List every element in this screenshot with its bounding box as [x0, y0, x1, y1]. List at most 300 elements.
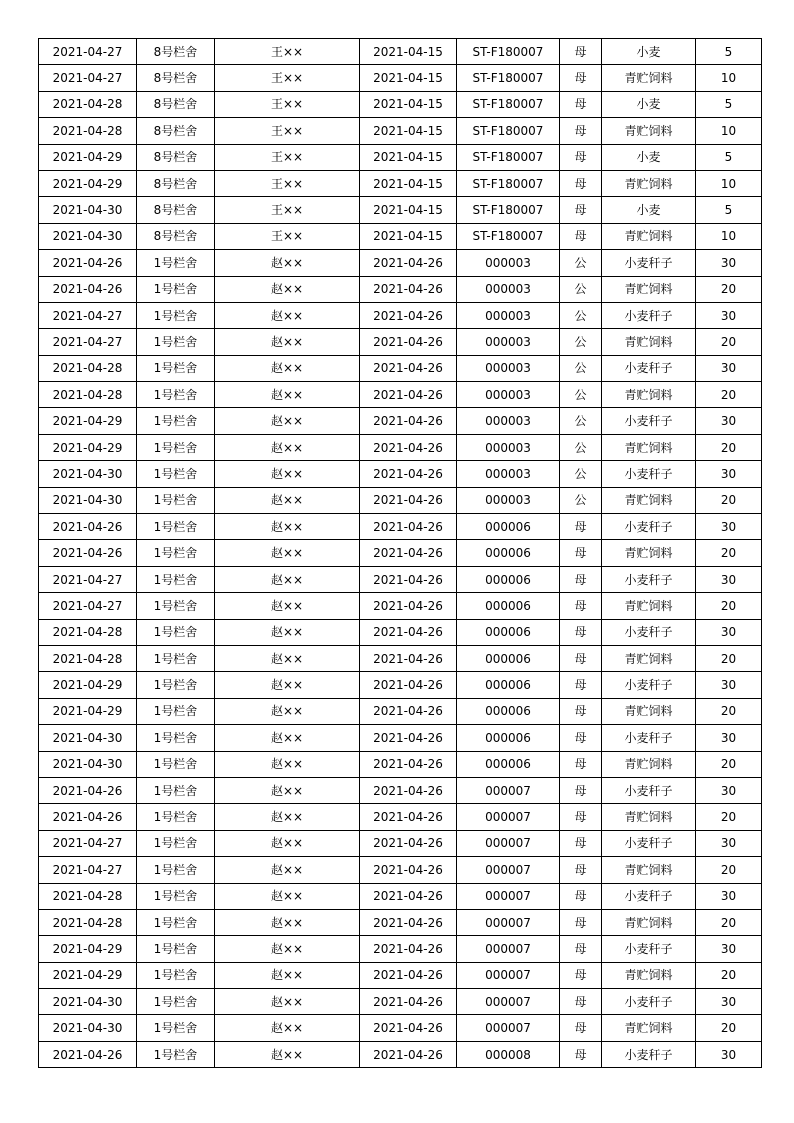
feed-date-cell: 2021-04-26 — [39, 804, 137, 830]
pen-cell: 1号栏舍 — [137, 461, 215, 487]
pen-cell: 1号栏舍 — [137, 777, 215, 803]
pen-cell: 1号栏舍 — [137, 355, 215, 381]
pen-cell: 8号栏舍 — [137, 144, 215, 170]
keeper-cell: 赵×× — [215, 329, 360, 355]
table-row — [39, 461, 762, 487]
entry-date-cell: 2021-04-26 — [360, 329, 457, 355]
sex-cell: 母 — [560, 883, 602, 909]
pen-cell: 8号栏舍 — [137, 197, 215, 223]
feed-record-table — [38, 38, 762, 1068]
sex-cell: 母 — [560, 909, 602, 935]
amount-cell: 30 — [696, 514, 762, 540]
entry-date-cell: 2021-04-26 — [360, 909, 457, 935]
table-row — [39, 989, 762, 1015]
pen-cell: 1号栏舍 — [137, 725, 215, 751]
table-row — [39, 144, 762, 170]
animal-id-cell: 000006 — [457, 698, 560, 724]
feed-record-body — [39, 39, 762, 1068]
keeper-cell: 赵×× — [215, 619, 360, 645]
sex-cell: 母 — [560, 725, 602, 751]
entry-date-cell: 2021-04-26 — [360, 777, 457, 803]
feed-date-cell: 2021-04-26 — [39, 777, 137, 803]
feed-type-cell: 青贮饲料 — [602, 329, 696, 355]
pen-cell: 1号栏舍 — [137, 514, 215, 540]
pen-cell: 1号栏舍 — [137, 302, 215, 328]
feed-date-cell: 2021-04-30 — [39, 725, 137, 751]
table-row — [39, 936, 762, 962]
table-row — [39, 329, 762, 355]
animal-id-cell: ST-F180007 — [457, 65, 560, 91]
keeper-cell: 王×× — [215, 170, 360, 196]
entry-date-cell: 2021-04-15 — [360, 144, 457, 170]
amount-cell: 20 — [696, 909, 762, 935]
animal-id-cell: ST-F180007 — [457, 91, 560, 117]
keeper-cell: 赵×× — [215, 725, 360, 751]
pen-cell: 1号栏舍 — [137, 962, 215, 988]
entry-date-cell: 2021-04-15 — [360, 91, 457, 117]
keeper-cell: 赵×× — [215, 302, 360, 328]
keeper-cell: 赵×× — [215, 276, 360, 302]
keeper-cell: 赵×× — [215, 857, 360, 883]
pen-cell: 8号栏舍 — [137, 118, 215, 144]
feed-type-cell: 小麦秆子 — [602, 461, 696, 487]
feed-type-cell: 小麦秆子 — [602, 830, 696, 856]
feed-type-cell: 小麦 — [602, 197, 696, 223]
keeper-cell: 王×× — [215, 197, 360, 223]
feed-date-cell: 2021-04-26 — [39, 514, 137, 540]
feed-type-cell: 青贮饲料 — [602, 118, 696, 144]
animal-id-cell: 000007 — [457, 883, 560, 909]
pen-cell: 1号栏舍 — [137, 989, 215, 1015]
sex-cell: 公 — [560, 434, 602, 460]
entry-date-cell: 2021-04-26 — [360, 487, 457, 513]
animal-id-cell: 000003 — [457, 329, 560, 355]
table-row — [39, 434, 762, 460]
feed-date-cell: 2021-04-30 — [39, 197, 137, 223]
table-row — [39, 672, 762, 698]
amount-cell: 30 — [696, 777, 762, 803]
entry-date-cell: 2021-04-26 — [360, 883, 457, 909]
animal-id-cell: 000006 — [457, 619, 560, 645]
keeper-cell: 王×× — [215, 91, 360, 117]
animal-id-cell: 000003 — [457, 382, 560, 408]
sex-cell: 母 — [560, 170, 602, 196]
keeper-cell: 赵×× — [215, 566, 360, 592]
amount-cell: 10 — [696, 223, 762, 249]
animal-id-cell: 000006 — [457, 514, 560, 540]
feed-type-cell: 青贮饲料 — [602, 382, 696, 408]
pen-cell: 1号栏舍 — [137, 329, 215, 355]
amount-cell: 30 — [696, 830, 762, 856]
pen-cell: 1号栏舍 — [137, 619, 215, 645]
table-row — [39, 962, 762, 988]
table-row — [39, 857, 762, 883]
table-row — [39, 91, 762, 117]
feed-type-cell: 小麦秆子 — [602, 514, 696, 540]
feed-date-cell: 2021-04-27 — [39, 39, 137, 65]
entry-date-cell: 2021-04-15 — [360, 118, 457, 144]
keeper-cell: 赵×× — [215, 1015, 360, 1041]
amount-cell: 30 — [696, 355, 762, 381]
keeper-cell: 赵×× — [215, 382, 360, 408]
keeper-cell: 赵×× — [215, 645, 360, 671]
animal-id-cell: 000006 — [457, 566, 560, 592]
feed-date-cell: 2021-04-30 — [39, 1015, 137, 1041]
sex-cell: 公 — [560, 329, 602, 355]
animal-id-cell: 000006 — [457, 751, 560, 777]
feed-date-cell: 2021-04-30 — [39, 223, 137, 249]
keeper-cell: 王×× — [215, 223, 360, 249]
entry-date-cell: 2021-04-26 — [360, 619, 457, 645]
amount-cell: 20 — [696, 434, 762, 460]
animal-id-cell: 000003 — [457, 487, 560, 513]
feed-date-cell: 2021-04-28 — [39, 645, 137, 671]
animal-id-cell: 000007 — [457, 1015, 560, 1041]
pen-cell: 1号栏舍 — [137, 250, 215, 276]
feed-date-cell: 2021-04-26 — [39, 1041, 137, 1067]
feed-type-cell: 青贮饲料 — [602, 751, 696, 777]
keeper-cell: 赵×× — [215, 672, 360, 698]
pen-cell: 1号栏舍 — [137, 434, 215, 460]
entry-date-cell: 2021-04-26 — [360, 698, 457, 724]
feed-type-cell: 小麦秆子 — [602, 355, 696, 381]
amount-cell: 5 — [696, 39, 762, 65]
animal-id-cell: 000007 — [457, 962, 560, 988]
entry-date-cell: 2021-04-26 — [360, 857, 457, 883]
amount-cell: 20 — [696, 857, 762, 883]
entry-date-cell: 2021-04-15 — [360, 197, 457, 223]
sex-cell: 公 — [560, 408, 602, 434]
animal-id-cell: 000003 — [457, 408, 560, 434]
table-row — [39, 197, 762, 223]
animal-id-cell: ST-F180007 — [457, 118, 560, 144]
feed-type-cell: 青贮饲料 — [602, 962, 696, 988]
feed-type-cell: 青贮饲料 — [602, 434, 696, 460]
feed-date-cell: 2021-04-29 — [39, 698, 137, 724]
amount-cell: 20 — [696, 540, 762, 566]
keeper-cell: 赵×× — [215, 461, 360, 487]
sex-cell: 母 — [560, 777, 602, 803]
animal-id-cell: 000007 — [457, 936, 560, 962]
feed-type-cell: 青贮饲料 — [602, 487, 696, 513]
amount-cell: 5 — [696, 144, 762, 170]
table-row — [39, 302, 762, 328]
amount-cell: 30 — [696, 883, 762, 909]
amount-cell: 30 — [696, 250, 762, 276]
feed-date-cell: 2021-04-27 — [39, 65, 137, 91]
entry-date-cell: 2021-04-26 — [360, 804, 457, 830]
sex-cell: 母 — [560, 144, 602, 170]
entry-date-cell: 2021-04-15 — [360, 170, 457, 196]
animal-id-cell: 000007 — [457, 857, 560, 883]
feed-date-cell: 2021-04-26 — [39, 276, 137, 302]
entry-date-cell: 2021-04-26 — [360, 276, 457, 302]
amount-cell: 5 — [696, 91, 762, 117]
feed-type-cell: 小麦 — [602, 39, 696, 65]
feed-date-cell: 2021-04-28 — [39, 883, 137, 909]
animal-id-cell: 000007 — [457, 830, 560, 856]
feed-type-cell: 小麦秆子 — [602, 777, 696, 803]
pen-cell: 1号栏舍 — [137, 672, 215, 698]
sex-cell: 母 — [560, 118, 602, 144]
entry-date-cell: 2021-04-26 — [360, 382, 457, 408]
pen-cell: 1号栏舍 — [137, 593, 215, 619]
feed-date-cell: 2021-04-30 — [39, 989, 137, 1015]
feed-date-cell: 2021-04-30 — [39, 751, 137, 777]
animal-id-cell: 000007 — [457, 909, 560, 935]
pen-cell: 1号栏舍 — [137, 751, 215, 777]
table-row — [39, 566, 762, 592]
keeper-cell: 赵×× — [215, 593, 360, 619]
sex-cell: 母 — [560, 1041, 602, 1067]
animal-id-cell: 000007 — [457, 989, 560, 1015]
sex-cell: 母 — [560, 566, 602, 592]
amount-cell: 20 — [696, 804, 762, 830]
entry-date-cell: 2021-04-26 — [360, 566, 457, 592]
keeper-cell: 赵×× — [215, 434, 360, 460]
sex-cell: 母 — [560, 39, 602, 65]
entry-date-cell: 2021-04-26 — [360, 593, 457, 619]
amount-cell: 10 — [696, 170, 762, 196]
feed-type-cell: 小麦秆子 — [602, 672, 696, 698]
sex-cell: 母 — [560, 672, 602, 698]
pen-cell: 1号栏舍 — [137, 1041, 215, 1067]
pen-cell: 8号栏舍 — [137, 39, 215, 65]
amount-cell: 20 — [696, 698, 762, 724]
animal-id-cell: ST-F180007 — [457, 223, 560, 249]
amount-cell: 10 — [696, 65, 762, 91]
sex-cell: 母 — [560, 645, 602, 671]
feed-type-cell: 小麦秆子 — [602, 989, 696, 1015]
table-row — [39, 619, 762, 645]
table-row — [39, 804, 762, 830]
entry-date-cell: 2021-04-15 — [360, 39, 457, 65]
entry-date-cell: 2021-04-26 — [360, 408, 457, 434]
feed-date-cell: 2021-04-30 — [39, 461, 137, 487]
pen-cell: 8号栏舍 — [137, 223, 215, 249]
keeper-cell: 赵×× — [215, 962, 360, 988]
animal-id-cell: 000003 — [457, 276, 560, 302]
table-row — [39, 698, 762, 724]
feed-date-cell: 2021-04-26 — [39, 250, 137, 276]
entry-date-cell: 2021-04-26 — [360, 645, 457, 671]
keeper-cell: 赵×× — [215, 989, 360, 1015]
feed-date-cell: 2021-04-26 — [39, 540, 137, 566]
entry-date-cell: 2021-04-26 — [360, 540, 457, 566]
entry-date-cell: 2021-04-26 — [360, 751, 457, 777]
table-row — [39, 170, 762, 196]
keeper-cell: 赵×× — [215, 936, 360, 962]
feed-type-cell: 青贮饲料 — [602, 1015, 696, 1041]
feed-date-cell: 2021-04-27 — [39, 302, 137, 328]
sex-cell: 母 — [560, 698, 602, 724]
pen-cell: 8号栏舍 — [137, 91, 215, 117]
amount-cell: 30 — [696, 566, 762, 592]
table-row — [39, 118, 762, 144]
feed-type-cell: 小麦秆子 — [602, 936, 696, 962]
feed-type-cell: 青贮饲料 — [602, 909, 696, 935]
entry-date-cell: 2021-04-26 — [360, 672, 457, 698]
table-row — [39, 540, 762, 566]
entry-date-cell: 2021-04-26 — [360, 1041, 457, 1067]
sex-cell: 母 — [560, 91, 602, 117]
table-row — [39, 751, 762, 777]
feed-type-cell: 青贮饲料 — [602, 645, 696, 671]
sex-cell: 母 — [560, 65, 602, 91]
table-row — [39, 514, 762, 540]
sex-cell: 母 — [560, 830, 602, 856]
animal-id-cell: 000003 — [457, 461, 560, 487]
sex-cell: 公 — [560, 250, 602, 276]
table-row — [39, 487, 762, 513]
animal-id-cell: 000008 — [457, 1041, 560, 1067]
feed-type-cell: 青贮饲料 — [602, 804, 696, 830]
entry-date-cell: 2021-04-26 — [360, 434, 457, 460]
sex-cell: 母 — [560, 514, 602, 540]
entry-date-cell: 2021-04-26 — [360, 355, 457, 381]
sex-cell: 母 — [560, 619, 602, 645]
feed-date-cell: 2021-04-29 — [39, 434, 137, 460]
keeper-cell: 赵×× — [215, 909, 360, 935]
feed-date-cell: 2021-04-29 — [39, 672, 137, 698]
feed-type-cell: 小麦 — [602, 91, 696, 117]
amount-cell: 20 — [696, 593, 762, 619]
animal-id-cell: ST-F180007 — [457, 170, 560, 196]
sex-cell: 母 — [560, 936, 602, 962]
table-row — [39, 408, 762, 434]
amount-cell: 30 — [696, 408, 762, 434]
sex-cell: 母 — [560, 593, 602, 619]
pen-cell: 1号栏舍 — [137, 487, 215, 513]
feed-type-cell: 小麦秆子 — [602, 725, 696, 751]
entry-date-cell: 2021-04-26 — [360, 725, 457, 751]
table-row — [39, 645, 762, 671]
amount-cell: 30 — [696, 672, 762, 698]
entry-date-cell: 2021-04-26 — [360, 962, 457, 988]
feed-date-cell: 2021-04-30 — [39, 487, 137, 513]
animal-id-cell: 000003 — [457, 434, 560, 460]
feed-type-cell: 青贮饲料 — [602, 170, 696, 196]
amount-cell: 20 — [696, 1015, 762, 1041]
animal-id-cell: 000003 — [457, 302, 560, 328]
table-row — [39, 777, 762, 803]
sex-cell: 母 — [560, 1015, 602, 1041]
entry-date-cell: 2021-04-26 — [360, 302, 457, 328]
feed-date-cell: 2021-04-29 — [39, 170, 137, 196]
pen-cell: 8号栏舍 — [137, 170, 215, 196]
pen-cell: 8号栏舍 — [137, 65, 215, 91]
keeper-cell: 王×× — [215, 118, 360, 144]
animal-id-cell: 000003 — [457, 250, 560, 276]
amount-cell: 20 — [696, 962, 762, 988]
entry-date-cell: 2021-04-26 — [360, 936, 457, 962]
animal-id-cell: 000006 — [457, 645, 560, 671]
pen-cell: 1号栏舍 — [137, 883, 215, 909]
feed-type-cell: 青贮饲料 — [602, 857, 696, 883]
entry-date-cell: 2021-04-26 — [360, 1015, 457, 1041]
amount-cell: 20 — [696, 329, 762, 355]
table-row — [39, 1041, 762, 1067]
keeper-cell: 赵×× — [215, 487, 360, 513]
pen-cell: 1号栏舍 — [137, 566, 215, 592]
feed-date-cell: 2021-04-29 — [39, 144, 137, 170]
entry-date-cell: 2021-04-15 — [360, 65, 457, 91]
sex-cell: 母 — [560, 989, 602, 1015]
feed-date-cell: 2021-04-28 — [39, 91, 137, 117]
table-row — [39, 830, 762, 856]
amount-cell: 30 — [696, 989, 762, 1015]
animal-id-cell: 000006 — [457, 672, 560, 698]
amount-cell: 30 — [696, 936, 762, 962]
table-row — [39, 382, 762, 408]
pen-cell: 1号栏舍 — [137, 909, 215, 935]
animal-id-cell: 000007 — [457, 777, 560, 803]
keeper-cell: 赵×× — [215, 355, 360, 381]
feed-type-cell: 青贮饲料 — [602, 223, 696, 249]
table-row — [39, 223, 762, 249]
amount-cell: 30 — [696, 619, 762, 645]
pen-cell: 1号栏舍 — [137, 804, 215, 830]
entry-date-cell: 2021-04-26 — [360, 514, 457, 540]
sex-cell: 母 — [560, 223, 602, 249]
keeper-cell: 赵×× — [215, 777, 360, 803]
keeper-cell: 王×× — [215, 144, 360, 170]
feed-type-cell: 小麦秆子 — [602, 302, 696, 328]
sex-cell: 母 — [560, 197, 602, 223]
animal-id-cell: 000006 — [457, 725, 560, 751]
feed-date-cell: 2021-04-27 — [39, 593, 137, 619]
feed-date-cell: 2021-04-27 — [39, 857, 137, 883]
sex-cell: 公 — [560, 461, 602, 487]
sex-cell: 公 — [560, 276, 602, 302]
animal-id-cell: ST-F180007 — [457, 197, 560, 223]
pen-cell: 1号栏舍 — [137, 645, 215, 671]
table-row — [39, 65, 762, 91]
amount-cell: 5 — [696, 197, 762, 223]
feed-date-cell: 2021-04-29 — [39, 936, 137, 962]
pen-cell: 1号栏舍 — [137, 540, 215, 566]
feed-type-cell: 青贮饲料 — [602, 698, 696, 724]
entry-date-cell: 2021-04-26 — [360, 461, 457, 487]
feed-date-cell: 2021-04-27 — [39, 566, 137, 592]
sex-cell: 公 — [560, 487, 602, 513]
pen-cell: 1号栏舍 — [137, 408, 215, 434]
keeper-cell: 赵×× — [215, 250, 360, 276]
amount-cell: 30 — [696, 1041, 762, 1067]
animal-id-cell: 000007 — [457, 804, 560, 830]
sex-cell: 母 — [560, 962, 602, 988]
table-row — [39, 250, 762, 276]
amount-cell: 20 — [696, 276, 762, 302]
sex-cell: 母 — [560, 540, 602, 566]
amount-cell: 20 — [696, 382, 762, 408]
feed-date-cell: 2021-04-28 — [39, 118, 137, 144]
pen-cell: 1号栏舍 — [137, 936, 215, 962]
feed-type-cell: 小麦秆子 — [602, 883, 696, 909]
table-row — [39, 725, 762, 751]
feed-date-cell: 2021-04-28 — [39, 619, 137, 645]
amount-cell: 20 — [696, 645, 762, 671]
table-row — [39, 39, 762, 65]
feed-date-cell: 2021-04-28 — [39, 355, 137, 381]
feed-type-cell: 青贮饲料 — [602, 65, 696, 91]
keeper-cell: 赵×× — [215, 540, 360, 566]
keeper-cell: 赵×× — [215, 804, 360, 830]
feed-date-cell: 2021-04-29 — [39, 408, 137, 434]
amount-cell: 10 — [696, 118, 762, 144]
feed-type-cell: 小麦 — [602, 144, 696, 170]
table-row — [39, 355, 762, 381]
